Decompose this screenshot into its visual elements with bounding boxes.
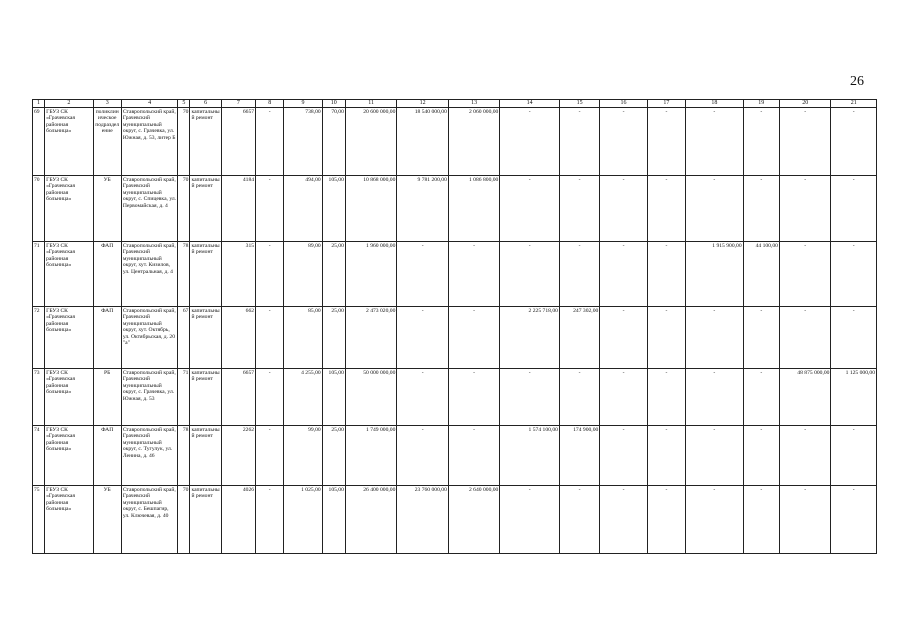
col5-cell: 78 <box>178 426 190 486</box>
col12-cell: - <box>397 426 448 486</box>
col17-cell: - <box>647 369 685 426</box>
address-cell: Ставропольский край, Грачевский муниципальный округ, с. Бешпагир, ул. Ключевая, д. 40 <box>121 486 178 554</box>
col14-cell: - <box>500 176 560 242</box>
col9-cell: 494,00 <box>284 176 322 242</box>
column-header: 15 <box>559 100 599 108</box>
col19-cell: - <box>743 108 779 176</box>
col13-cell: - <box>448 242 499 307</box>
col7-cell: 315 <box>221 242 255 307</box>
column-header: 13 <box>448 100 499 108</box>
column-header: 17 <box>647 100 685 108</box>
table-row <box>33 242 877 307</box>
col7-cell: 6657 <box>221 369 255 426</box>
col16-cell: - <box>600 307 647 369</box>
col17-cell: - <box>647 242 685 307</box>
col18-cell: - <box>686 426 744 486</box>
table-row <box>33 426 877 486</box>
column-header: 9 <box>284 100 322 108</box>
col21-cell: - <box>831 176 877 242</box>
col18-cell: - <box>686 307 744 369</box>
col8-cell: - <box>256 108 284 176</box>
col20-cell: - <box>779 242 830 307</box>
column-header: 3 <box>93 100 121 108</box>
table-row <box>33 176 877 242</box>
facility-type-cell: ФАП <box>93 307 121 369</box>
header-row <box>33 100 877 108</box>
col21-cell: - <box>831 242 877 307</box>
col5-cell: 67 <box>178 307 190 369</box>
col10-cell: 25,00 <box>322 242 345 307</box>
col8-cell: - <box>256 307 284 369</box>
address-cell: Ставропольский край, Грачевский муниципальный округ, хут. Кизилов, ул. Центральная, д. 4 <box>121 242 178 307</box>
col15-cell: - <box>559 369 599 426</box>
col14-cell: - <box>500 242 560 307</box>
col13-cell: - <box>448 307 499 369</box>
address-cell: Ставропольский край, Грачевский муниципальный округ, с. Тугулук, ул. Ленина, д. 46 <box>121 426 178 486</box>
col11-cell: 50 000 000,00 <box>345 369 396 426</box>
col9-cell: 4 255,00 <box>284 369 322 426</box>
col9-cell: 1 025,00 <box>284 486 322 554</box>
col8-cell: - <box>256 486 284 554</box>
col12-cell: 23 760 000,00 <box>397 486 448 554</box>
work-type-cell: капитальный ремонт <box>190 242 221 307</box>
column-header: 1 <box>33 100 45 108</box>
row-number: 73 <box>33 369 45 426</box>
col14-cell: - <box>500 486 560 554</box>
column-header: 18 <box>686 100 744 108</box>
col11-cell: 10 868 000,00 <box>345 176 396 242</box>
column-header: 20 <box>779 100 830 108</box>
col19-cell: - <box>743 426 779 486</box>
col16-cell: - <box>600 369 647 426</box>
col14-cell: 1 574 100,00 <box>500 426 560 486</box>
organization-cell: ГБУЗ СК «Грачевская районная больница» <box>45 369 93 426</box>
table-row <box>33 486 877 554</box>
organization-cell: ГБУЗ СК «Грачевская районная больница» <box>45 486 93 554</box>
col7-cell: 662 <box>221 307 255 369</box>
col5-cell: 70 <box>178 108 190 176</box>
col10-cell: 25,00 <box>322 307 345 369</box>
row-number: 69 <box>33 108 45 176</box>
col13-cell: 1 086 800,00 <box>448 176 499 242</box>
column-header: 21 <box>831 100 877 108</box>
address-cell: Ставропольский край, Грачевский муниципальный округ, с. Грачевка, ул. Южная, д. 53 <box>121 369 178 426</box>
col13-cell: 2 060 000,00 <box>448 108 499 176</box>
organization-cell: ГБУЗ СК «Грачевская районная больница» <box>45 242 93 307</box>
col16-cell: - <box>600 242 647 307</box>
col17-cell: - <box>647 108 685 176</box>
col16-cell: - <box>600 108 647 176</box>
col8-cell: - <box>256 426 284 486</box>
column-header: 16 <box>600 100 647 108</box>
col16-cell: - <box>600 176 647 242</box>
row-number: 72 <box>33 307 45 369</box>
column-header: 10 <box>322 100 345 108</box>
work-type-cell: капитальный ремонт <box>190 176 221 242</box>
col19-cell: - <box>743 307 779 369</box>
organization-cell: ГБУЗ СК «Грачевская районная больница» <box>45 307 93 369</box>
col8-cell: - <box>256 242 284 307</box>
facility-type-cell: ФАП <box>93 426 121 486</box>
col21-cell: - <box>831 426 877 486</box>
col17-cell: - <box>647 486 685 554</box>
column-header: 7 <box>221 100 255 108</box>
column-header: 19 <box>743 100 779 108</box>
facility-type-cell: ФАП <box>93 242 121 307</box>
col8-cell: - <box>256 369 284 426</box>
col18-cell: - <box>686 176 744 242</box>
col15-cell: - <box>559 108 599 176</box>
col21-cell: 1 125 000,00 <box>831 369 877 426</box>
column-header: 12 <box>397 100 448 108</box>
col14-cell: - <box>500 108 560 176</box>
col8-cell: - <box>256 176 284 242</box>
col18-cell: 1 915 900,00 <box>686 242 744 307</box>
col7-cell: 6657 <box>221 108 255 176</box>
col10-cell: 105,00 <box>322 176 345 242</box>
col15-cell: 174 900,00 <box>559 426 599 486</box>
page-number: 26 <box>850 74 864 89</box>
col15-cell: - <box>559 176 599 242</box>
col10-cell: 105,00 <box>322 369 345 426</box>
col14-cell: 2 225 718,00 <box>500 307 560 369</box>
col11-cell: 20 600 000,00 <box>345 108 396 176</box>
col18-cell: - <box>686 486 744 554</box>
work-type-cell: капитальный ремонт <box>190 108 221 176</box>
row-number: 70 <box>33 176 45 242</box>
column-header: 11 <box>345 100 396 108</box>
col11-cell: 26 400 000,00 <box>345 486 396 554</box>
work-type-cell: капитальный ремонт <box>190 369 221 426</box>
col20-cell: - <box>779 108 830 176</box>
col12-cell: - <box>397 242 448 307</box>
column-header: 8 <box>256 100 284 108</box>
col18-cell: - <box>686 108 744 176</box>
col5-cell: 71 <box>178 369 190 426</box>
col13-cell: 2 640 000,00 <box>448 486 499 554</box>
column-header: 4 <box>121 100 178 108</box>
column-header: 14 <box>500 100 560 108</box>
col13-cell: - <box>448 426 499 486</box>
col7-cell: 4026 <box>221 486 255 554</box>
facility-type-cell: УБ <box>93 486 121 554</box>
col7-cell: 4184 <box>221 176 255 242</box>
work-type-cell: капитальный ремонт <box>190 426 221 486</box>
col5-cell: 70 <box>178 176 190 242</box>
col21-cell: - <box>831 307 877 369</box>
col16-cell: - <box>600 426 647 486</box>
col5-cell: 78 <box>178 242 190 307</box>
row-number: 74 <box>33 426 45 486</box>
organization-cell: ГБУЗ СК «Грачевская районная больница» <box>45 426 93 486</box>
col10-cell: 105,00 <box>322 486 345 554</box>
col12-cell: - <box>397 369 448 426</box>
table-row <box>33 307 877 369</box>
organization-cell: ГБУЗ СК «Грачевская районная больница» <box>45 108 93 176</box>
col20-cell: - <box>779 176 830 242</box>
col20-cell: - <box>779 426 830 486</box>
facility-type-cell: УБ <box>93 176 121 242</box>
col14-cell: - <box>500 369 560 426</box>
address-cell: Ставропольский край, Грачевский муниципальный округ, с. Грачевка, ул. Южная, д. 53, литер Б <box>121 108 178 176</box>
row-number: 75 <box>33 486 45 554</box>
table-row <box>33 369 877 426</box>
col17-cell: - <box>647 176 685 242</box>
col17-cell: - <box>647 307 685 369</box>
table-row <box>33 108 877 176</box>
col19-cell: 44 100,00 <box>743 242 779 307</box>
col19-cell: - <box>743 486 779 554</box>
register-table <box>32 99 877 554</box>
col15-cell: - <box>559 486 599 554</box>
col11-cell: 1 960 000,00 <box>345 242 396 307</box>
work-type-cell: капитальный ремонт <box>190 486 221 554</box>
col12-cell: 9 781 200,00 <box>397 176 448 242</box>
col19-cell: - <box>743 176 779 242</box>
col9-cell: 85,00 <box>284 307 322 369</box>
col10-cell: 25,00 <box>322 426 345 486</box>
col12-cell: 18 540 000,00 <box>397 108 448 176</box>
col13-cell: - <box>448 369 499 426</box>
col20-cell: - <box>779 486 830 554</box>
col16-cell: - <box>600 486 647 554</box>
col7-cell: 2262 <box>221 426 255 486</box>
col21-cell: - <box>831 486 877 554</box>
col9-cell: 738,00 <box>284 108 322 176</box>
col15-cell: - <box>559 242 599 307</box>
col18-cell: - <box>686 369 744 426</box>
organization-cell: ГБУЗ СК «Грачевская районная больница» <box>45 176 93 242</box>
col20-cell: - <box>779 307 830 369</box>
facility-type-cell: РБ <box>93 369 121 426</box>
col5-cell: 70 <box>178 486 190 554</box>
column-header: 2 <box>45 100 93 108</box>
col9-cell: 89,00 <box>284 242 322 307</box>
column-header: 6 <box>190 100 221 108</box>
col11-cell: 1 749 000,00 <box>345 426 396 486</box>
facility-type-cell: поликлиническое подразделение <box>93 108 121 176</box>
col10-cell: 70,00 <box>322 108 345 176</box>
col21-cell: - <box>831 108 877 176</box>
col11-cell: 2 473 020,00 <box>345 307 396 369</box>
address-cell: Ставропольский край, Грачевский муниципальный округ, с. Спицевка, ул. Первомайская, д. 4 <box>121 176 178 242</box>
address-cell: Ставропольский край, Грачевский муниципальный округ, хут. Октябрь, ул. Октябрьская, д. 20 "а" <box>121 307 178 369</box>
col9-cell: 99,00 <box>284 426 322 486</box>
col17-cell: - <box>647 426 685 486</box>
col20-cell: 48 875 000,00 <box>779 369 830 426</box>
col12-cell: - <box>397 307 448 369</box>
col15-cell: 247 302,00 <box>559 307 599 369</box>
col19-cell: - <box>743 369 779 426</box>
column-header: 5 <box>178 100 190 108</box>
work-type-cell: капитальный ремонт <box>190 307 221 369</box>
row-number: 71 <box>33 242 45 307</box>
